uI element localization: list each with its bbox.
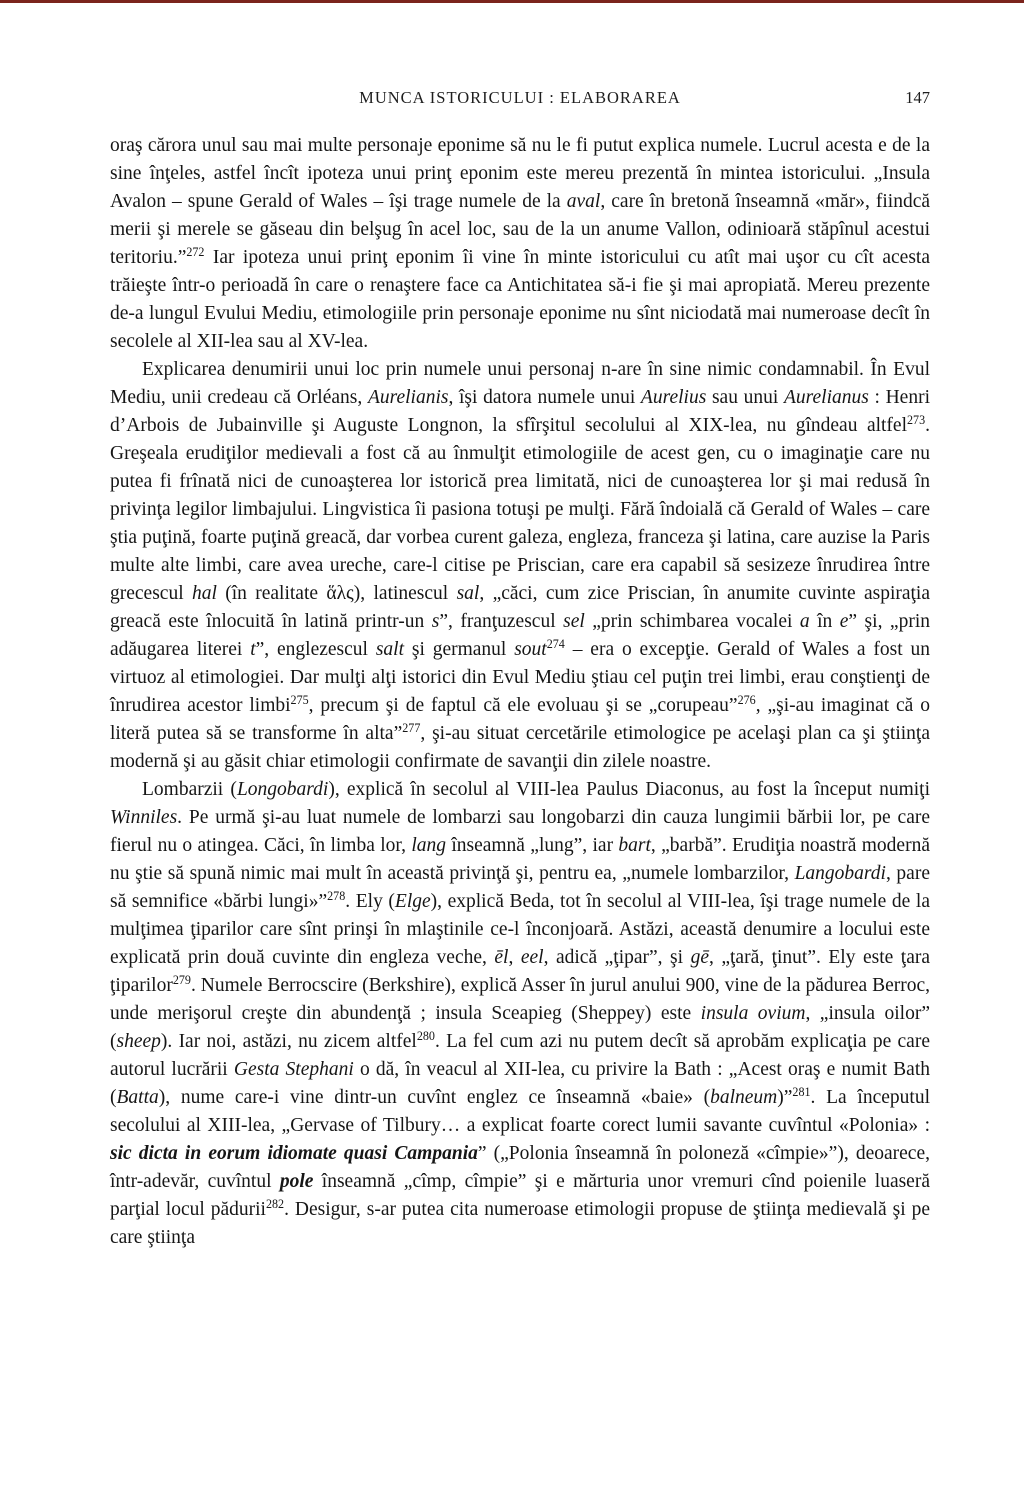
footnote-reference: 278: [327, 889, 346, 904]
emphasized-text: sheep: [116, 1031, 161, 1052]
emphasized-text: bart: [618, 835, 651, 856]
emphasized-text: Langobardi: [794, 863, 886, 884]
emphasized-text: aval: [566, 191, 601, 212]
text-run: ), explică în secolul al VIII-lea Paulus Diaconus, au fost la început numiţi: [328, 779, 931, 800]
footnote-reference: 277: [402, 721, 421, 736]
text-run: ”, franţuzescul: [439, 611, 564, 632]
body-text: [110, 132, 930, 1252]
emphasized-text: Aurelius: [640, 387, 707, 408]
emphasized-text: insula ovium: [700, 1003, 806, 1024]
footnote-reference: 275: [290, 693, 309, 708]
text-run: (în realitate ἅλς), latinescul: [216, 583, 457, 604]
text-run: . Pe urmă şi-au luat numele de lombarzi sau longobarzi din cauza lungimii bărbii lor, pe care fierul nu o atingea. Căci, în limba lor,: [110, 807, 930, 856]
emphasized-text: salt: [375, 639, 404, 660]
footnote-reference: 280: [416, 1029, 435, 1044]
text-run: . Desigur, s-ar putea cita numeroase etimologii propuse de ştiinţa medievală şi pe care ştiinţa: [110, 1199, 930, 1248]
emphasized-text: a: [799, 611, 810, 632]
emphasized-text: gē: [690, 947, 709, 968]
text-run: , precum şi de faptul că ele evoluau şi se „corupeau”: [308, 695, 738, 716]
text-run: „prin schimbarea vocalei: [584, 611, 800, 632]
text-run: , pare să semnifice «bărbi lungi»”: [110, 863, 930, 912]
emphasized-text: s: [431, 611, 440, 632]
emphasized-text: Elge: [394, 891, 431, 912]
text-run: Lombarzii (: [142, 779, 237, 800]
emphasized-text: hal: [191, 583, 217, 604]
emphasized-text: sal: [456, 583, 480, 604]
text-run: ). Iar noi, astăzi, nu zicem altfel: [160, 1031, 417, 1052]
text-run: . La începutul secolului al XIII-lea, „Gervase of Tilbury… a explicat foarte corect lumii savante cuvîntul «Polonia» :: [110, 1087, 930, 1136]
emphasized-text: Gesta Stephani: [233, 1059, 354, 1080]
emphasized-text: sel: [563, 611, 585, 632]
text-run: înseamnă „cîmp, cîmpie” şi e mărturia unor vremuri cînd poienile luaseră parţial locul pădurii: [110, 1171, 930, 1220]
paragraph: [110, 776, 930, 1252]
text-run: , îşi datora numele unui: [448, 387, 641, 408]
paragraph: [110, 132, 930, 356]
text-run: ” şi, „prin adăugarea literei: [110, 611, 930, 660]
text-run: o dă, în veacul al XII-lea, cu privire la Bath : „Acest oraş e numit Bath (: [110, 1059, 930, 1108]
emphasized-text: eel: [520, 947, 544, 968]
footnote-reference: 272: [186, 245, 205, 260]
top-edge-strip: [0, 0, 1024, 3]
text-run: , „barbă”. Erudiţia noastră modernă nu ştie să spună nimic mai mult în această privinţă şi, pentru ea, „numele lombarzilor,: [110, 835, 930, 884]
footnote-reference: 276: [737, 693, 756, 708]
emphasized-text: sic dicta in eorum idiomate quasi Campania: [110, 1143, 478, 1164]
text-run: Explicarea denumirii unui loc prin numele unui personaj n-are în sine nimic condamnabil. În Evul Mediu, unii credeau că Orléans,: [110, 359, 930, 408]
paragraph: [110, 356, 930, 776]
text-run: în: [809, 611, 840, 632]
text-run: ” („Polonia înseamnă în poloneză «cîmpie»”), deoarece, într-adevăr, cuvîntul: [110, 1143, 930, 1192]
text-run: , adică „ţipar”, şi: [543, 947, 691, 968]
text-run: sau unui: [706, 387, 784, 408]
text-run: înseamnă „lung”, iar: [445, 835, 619, 856]
footnote-reference: 279: [172, 973, 191, 988]
footnote-reference: 282: [265, 1197, 285, 1212]
emphasized-text: Longobardi: [236, 779, 329, 800]
emphasized-text: pole: [279, 1171, 314, 1192]
text-run: – era o excepţie. Gerald of Wales a fost un virtuoz al etimologiei. Dar mulţi alţi istorici din Evul Mediu ştiau cel puţin trei limbi, erau conştienţi de înrudirea acestor limbi: [110, 639, 930, 716]
emphasized-text: Winniles: [110, 807, 178, 828]
text-run: , „căci, cum zice Priscian, în anumite cuvinte aspiraţia greacă este înlocuită în latină printr-un: [110, 583, 930, 632]
footnote-reference: 273: [907, 413, 926, 428]
emphasized-text: sout: [514, 639, 547, 660]
emphasized-text: e: [839, 611, 849, 632]
running-title: MUNCA ISTORICULUI : ELABORAREA: [359, 88, 681, 107]
emphasized-text: balneum: [710, 1087, 778, 1108]
text-run: ”, englezescul: [255, 639, 376, 660]
emphasized-text: Aurelianus: [783, 387, 869, 408]
emphasized-text: Aurelianis: [367, 387, 449, 408]
text-run: ), nume care-i vine dintr-un cuvînt englez ce înseamnă «baie» (: [158, 1087, 711, 1108]
text-run: oraş cărora unul sau mai multe personaje eponime să nu le fi putut explica numele. Lucrul acesta e de la sine înţeles, astfel încît ipoteza unui prinţ eponim este mereu prezentă în mintea istoricului. „Insula Avalon – spune Gerald of Wales – îşi trage numele de la: [110, 135, 930, 212]
text-run: . La fel cum azi nu putem decît să aprobăm explicaţia pe care autorul lucrării: [110, 1031, 930, 1080]
emphasized-text: t: [250, 639, 256, 660]
running-header: [110, 88, 930, 112]
emphasized-text: ēl: [494, 947, 509, 968]
text-run: . Ely (: [345, 891, 395, 912]
page-number: 147: [905, 88, 930, 107]
text-run: ), explică Beda, tot în secolul al VIII-lea, îşi trage numele de la mulţimea ţiparilor care sînt prinşi în mlaştinile ce-l înconjoară. Astăzi, această denumire a locului este explicată prin două cuvinte din engleza veche,: [110, 891, 931, 968]
emphasized-text: Batta: [116, 1087, 159, 1108]
text-run: : Henri d’Arbois de Jubainville şi Auguste Longnon, la sfîrşitul secolului al XIX-lea, nu gîndeau altfel: [110, 387, 930, 436]
text-run: ,: [508, 947, 521, 968]
text-run: , „ţară, ţinut”. Ely este ţara ţiparilor: [110, 947, 931, 996]
emphasized-text: lang: [411, 835, 446, 856]
text-run: . Numele Berrocscire (Berkshire), explică Asser în jurul anului 900, vine de la pădurea Berroc, unde merişorul creşte din abundenţă ; insula Sceapieg (Sheppey) este: [110, 975, 930, 1024]
text-run: , şi-au situat cercetările etimologice pe acelaşi plan ca şi ştiinţa modernă şi au găsit chiar etimologii confirmate de savanţii din zilele noastre.: [110, 723, 930, 772]
text-run: . Greşeala erudiţilor medievali a fost că au înmulţit etimologiile de acest gen, cu o imaginaţie care nu putea fi frînată nici de cunoaşterea lor istorică prea limitată, nici de cunoaşterea lor şi mai redusă în privinţa legilor limbajului. Lingvistica îi pasiona totuşi pe mulţi. Fără îndoială că Gerald of Wales – care ştia puţină, foarte puţină greacă, dar vorbea curent galeza, engleza, franceza şi latina, care auzise la Paris multe alte limbi, care avea ureche, care-l citise pe Priscian, care era capabil să sesizeze înrudirea între grecescul: [110, 415, 930, 604]
text-run: şi germanul: [404, 639, 515, 660]
footnote-reference: 281: [792, 1085, 811, 1100]
text-run: Iar ipoteza unui prinţ eponim îi vine în minte istoricului cu atît mai uşor cu cît acesta trăieşte într-o perioadă în care o renaştere face ca Antichitatea să-i fie şi mai apropiată. Mereu prezente de-a lungul Evului Mediu, etimologiile prin personaje eponime nu sînt niciodată mai numeroase decît în secolele al XII-lea sau al XV-lea.: [110, 247, 930, 352]
text-run: , „insula oilor” (: [110, 1003, 930, 1052]
text-run: , care în bretonă înseamnă «măr», fiindcă merii şi merele se găseau din belşug în acel loc, sau de la un anume Vallon, odinioară stăpînul acestui teritoriu.”: [110, 191, 930, 268]
text-run: , „şi-au imaginat că o literă putea să se transforme în alta”: [110, 695, 930, 744]
footnote-reference: 274: [546, 637, 565, 652]
text-run: )”: [777, 1087, 793, 1108]
